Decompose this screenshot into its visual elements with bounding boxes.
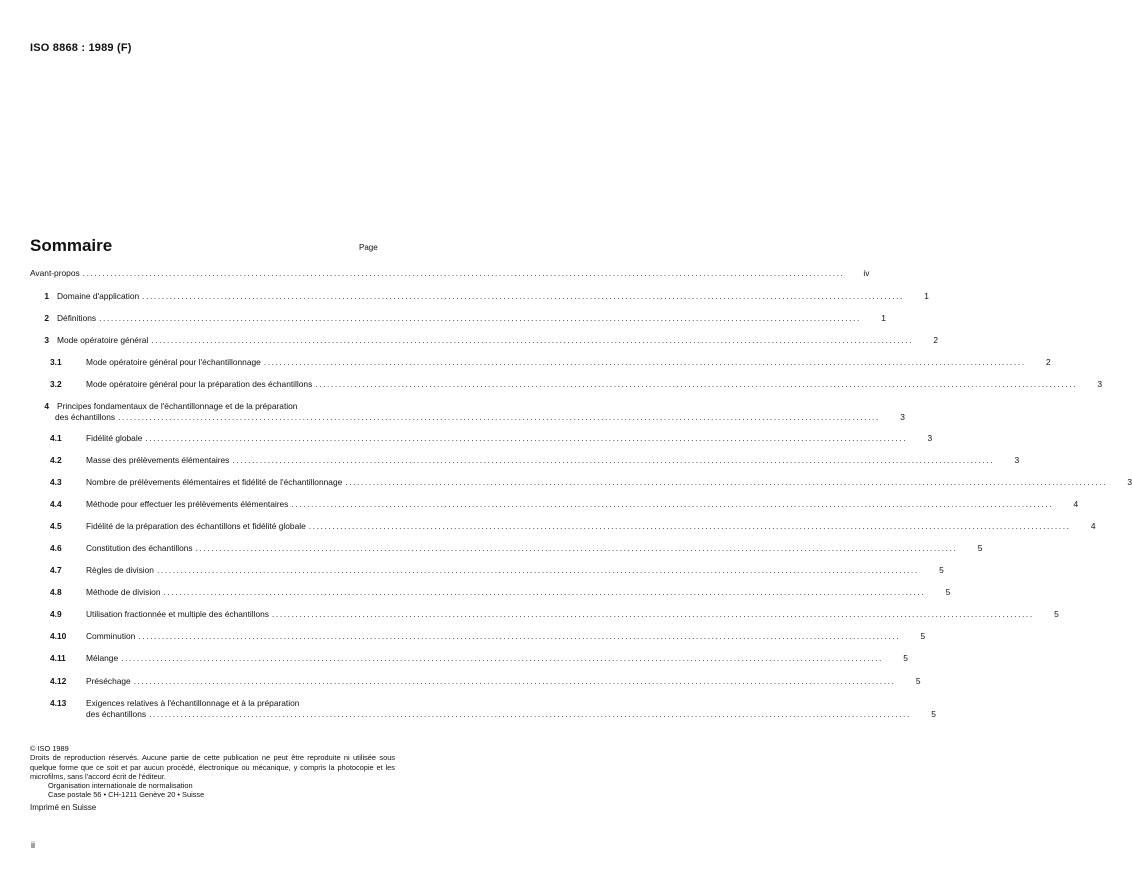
toc-entry-number: 4.4 — [50, 499, 62, 509]
toc-entry-number: 4.11 — [50, 653, 66, 663]
toc-entry-number: 4.3 — [50, 477, 62, 487]
toc-entry-title: Mode opératoire général — [57, 335, 149, 345]
toc-entry-title: Utilisation fractionnée et multiple des échantillons — [86, 609, 269, 619]
toc-entry[interactable] — [30, 379, 1103, 390]
toc-entry-number: 2 — [44, 313, 49, 323]
dot-leader — [83, 268, 845, 279]
document-header: ISO 8868 : 1989 (F) — [30, 42, 132, 54]
toc-entry-number: 3.2 — [50, 379, 62, 389]
organization-name: Organisation internationale de normalisation — [48, 781, 193, 791]
toc-entry-number: 3 — [44, 335, 49, 345]
copyright-line: © ISO 1989 — [30, 744, 69, 753]
toc-entry-number: 4.13 — [50, 698, 67, 708]
toc-entry-page: 5 — [915, 676, 921, 686]
toc-entry-number: 4.9 — [50, 609, 62, 619]
toc-entry-page: 5 — [931, 709, 936, 719]
toc-entry[interactable] — [30, 455, 1020, 466]
toc-entry-title: Nombre de prélèvements élémentaires et fidélité de l'échantillonnage — [86, 477, 343, 487]
dot-leader — [345, 477, 1107, 488]
toc-entry-title: Mode opératoire général pour l'échantillonnage — [86, 357, 261, 367]
toc-entry[interactable] — [30, 609, 1059, 620]
toc-entry[interactable] — [30, 543, 983, 554]
toc-entry[interactable] — [30, 653, 908, 664]
dot-leader — [164, 587, 926, 598]
dot-leader — [264, 357, 1026, 368]
toc-entry-title: Domaine d'application — [57, 291, 140, 301]
page-title: Sommaire — [30, 236, 113, 255]
toc-entry-title: Exigences relatives à l'échantillonnage et à la préparation — [86, 698, 300, 708]
dot-leader — [272, 609, 1034, 620]
toc-entry-title: Définitions — [57, 313, 97, 323]
toc-entry-page: 5 — [945, 587, 951, 597]
dot-leader — [99, 313, 861, 324]
printed-in: Imprimé en Suisse — [30, 802, 97, 812]
toc-entry-title: Constitution des échantillons — [86, 543, 193, 553]
dot-leader — [309, 521, 1071, 532]
toc-entry-title: Avant-propos — [30, 268, 80, 278]
toc-entry-page: 3 — [1097, 379, 1103, 389]
toc-entry[interactable] — [30, 477, 1132, 488]
page-number: ii — [31, 840, 35, 850]
toc-entry[interactable] — [30, 268, 870, 279]
toc-entry-number: 4.8 — [50, 587, 62, 597]
dot-leader — [196, 543, 958, 554]
toc-entry[interactable] — [30, 291, 929, 302]
toc-entry-page: 5 — [920, 631, 926, 641]
toc-entry-title: Masse des prélèvements élémentaires — [86, 455, 230, 465]
toc-entry-title: Principes fondamentaux de l'échantillonnage et de la préparation — [57, 401, 298, 411]
toc-entry-page: 2 — [933, 335, 939, 345]
dot-leader — [134, 676, 896, 687]
toc-entry-title-continued: des échantillons — [55, 412, 116, 422]
toc-entry-page: 3 — [900, 412, 905, 422]
dot-leader — [118, 412, 880, 423]
toc-entry-number: 4.1 — [50, 433, 62, 443]
toc-entry[interactable] — [30, 313, 886, 324]
toc-entry-number: 4.6 — [50, 543, 62, 553]
toc-entry-number: 4.12 — [50, 676, 67, 686]
toc-entry-page: 3 — [927, 433, 933, 443]
toc-entry-number: 4.7 — [50, 565, 62, 575]
toc-entry-page: 4 — [1073, 499, 1079, 509]
toc-entry[interactable] — [30, 587, 951, 598]
toc-entry-page: 1 — [881, 313, 886, 323]
toc-entry-page: 5 — [1054, 609, 1059, 619]
toc-entry[interactable] — [30, 521, 1096, 532]
toc-entry-page: 4 — [1090, 521, 1096, 531]
toc-entry-number: 3.1 — [50, 357, 62, 367]
organization-address: Case postale 56 • CH-1211 Genève 20 • Suisse — [48, 790, 205, 800]
toc-entry[interactable] — [30, 565, 944, 576]
dot-leader — [145, 433, 907, 444]
toc-entry-page: 3 — [1127, 477, 1132, 487]
dot-leader — [151, 335, 913, 346]
toc-entry-title: Mode opératoire général pour la préparation des échantillons — [86, 379, 313, 389]
toc-entry-title: Fidélité globale — [86, 433, 143, 443]
toc-entry-title: Comminution — [86, 631, 136, 641]
copyright-footer — [30, 744, 395, 812]
toc-entry-page: 3 — [1014, 455, 1020, 465]
toc-entry-title-continued: des échantillons — [86, 709, 147, 719]
toc-entry-title: Fidélité de la préparation des échantillons et fidélité globale — [86, 521, 306, 531]
toc-entry-title: Règles de division — [86, 565, 154, 575]
toc-entry[interactable] — [30, 401, 905, 423]
toc-entry-number: 4.10 — [50, 631, 67, 641]
toc-entry-number: 1 — [44, 291, 49, 301]
toc-entry-page: 5 — [977, 543, 983, 553]
page-column-label: Page — [359, 243, 378, 252]
toc-entry-number: 4.5 — [50, 521, 62, 531]
toc-entry-title: Préséchage — [86, 676, 131, 686]
toc-entry-page: 5 — [903, 653, 908, 663]
rights-notice: Droits de reproduction réservés. Aucune partie de cette publication ne peut être reproduite ni utilisée sous quelque forme que ce soit et par aucun procédé, électronique ou mécanique, y compris la photocopie et les microfilms, sans l'accord écrit de l'éditeur. — [30, 753, 395, 781]
toc-entry-number: 4.2 — [50, 455, 62, 465]
dot-leader — [138, 631, 900, 642]
toc-entry-page: 5 — [939, 565, 944, 575]
dot-leader — [232, 455, 994, 466]
toc-entry[interactable] — [30, 631, 926, 642]
dot-leader — [157, 565, 919, 576]
dot-leader — [315, 379, 1077, 390]
toc-entry[interactable] — [30, 698, 936, 720]
toc-entry[interactable] — [30, 335, 939, 346]
toc-entry-number: 4 — [44, 401, 49, 411]
dot-leader — [149, 709, 911, 720]
dot-leader — [121, 653, 883, 664]
toc-entry-title: Méthode pour effectuer les prélèvements élémentaires — [86, 499, 289, 509]
toc-entry-page: 2 — [1045, 357, 1051, 367]
toc-entry-page: 1 — [924, 291, 929, 301]
toc-entry-title: Méthode de division — [86, 587, 161, 597]
toc-entry-title: Mélange — [86, 653, 119, 663]
toc-entry[interactable] — [30, 433, 933, 444]
toc-entry[interactable] — [30, 499, 1079, 510]
toc-entry[interactable] — [30, 676, 921, 687]
toc-entry[interactable] — [30, 357, 1051, 368]
dot-leader — [291, 499, 1053, 510]
toc-entry-page: iv — [863, 268, 870, 278]
dot-leader — [142, 291, 904, 302]
